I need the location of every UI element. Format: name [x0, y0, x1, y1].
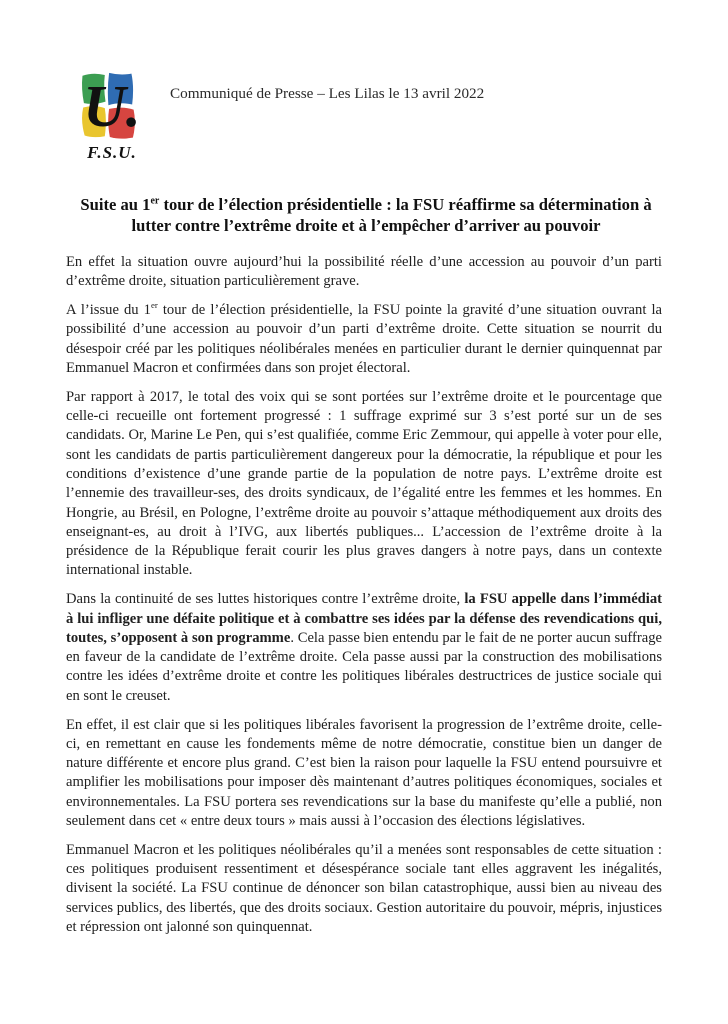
- logo-letter: U.: [83, 73, 141, 140]
- paragraph: Emmanuel Macron et les politiques néolibérales qu’il a menées sont responsables de cette situation : ces politiques produisent ressentiment et désespérance sociale tant elles aggravent les inégalités, divisent la société. La FSU continue de dénoncer son bilan catastrophique, aussi bien au niveau des services publics, des libertés, que des droits sociaux. Gestion autoritaire du pouvoir, mépris, injustices et répression ont jalonné son quinquennat.: [66, 841, 662, 935]
- document-title: Suite au 1er tour de l’élection présidentielle : la FSU réaffirme sa détermination à lutter contre l’extrême droite et à l’empêcher d’arriver au pouvoir: [80, 195, 652, 235]
- paragraph: Dans la continuité de ses luttes historiques contre l’extrême droite, la FSU appelle dans l’immédiat à lui infliger une défaite politique et à combattre ses idées par la défense des revendications qui, toutes, s’opposent à son programme. Cela passe bien entendu par le fait de ne porter aucun suffrage en faveur de la candidate de l’extrême droite. Cela passe aussi par la construction des mobilisations contre les idées d’extrême droite et contre les politiques libérales destructrices de justice sociale qui en sont le creuset.: [66, 591, 662, 704]
- fsu-logo-icon: [76, 70, 148, 142]
- fsu-logo-block: [68, 70, 156, 163]
- logo-caption: F.S.U.: [87, 143, 137, 162]
- paragraph: Par rapport à 2017, le total des voix qui se sont portées sur l’extrême droite et le pourcentage que celle-ci recueille ont fortement progressé : 1 suffrage exprimé sur 3 s’est porté sur un de ses candidats. Or, Marine Le Pen, qui s’est qualifiée, comme Eric Zemmour, qui appelle à voter pour elle, sont les candidats de partis particulièrement dangereux pour la démocratie, la république et pour les conditions d’existence d’une grande partie de la population de notre pays. L’extrême droite est l’ennemie des travailleur-ses, des droits syndicaux, de l’égalité entre les femmes et les hommes. En Hongrie, au Brésil, en Pologne, l’extrême droite au pouvoir s’attaque méthodiquement aux droits des enseignant-es, au droit à l’IVG, aux libertés publiques... L’accession de l’extrême droite à la présidence de la République ferait courir les plus graves dangers à notre pays, dans un contexte international instable.: [66, 388, 662, 579]
- document-header: [68, 70, 662, 163]
- paragraph: A l’issue du 1er tour de l’élection présidentielle, la FSU pointe la gravité d’une situation ouvrant la possibilité d’une accession au pouvoir d’un parti d’extrême droite. Cette situation se nourrit du désespoir créé par les politiques néolibérales menées en particulier durant le dernier quinquennat par Emmanuel Macron et confirmées dans son projet électoral.: [66, 300, 662, 376]
- paragraph: En effet, il est clair que si les politiques libérales favorisent la progression de l’extrême droite, celle-ci, en remettant en cause les fondements même de notre démocratie, constitue bien un danger de nature différente et encore plus grand. C’est bien la raison pour laquelle la FSU entend poursuivre et amplifier les mobilisations pour imposer dès maintenant d’autres politiques économiques, sociales et environnementales. La FSU portera ses revendications sur la base du manifeste qu’elle a publié, non seulement dans cet « entre deux tours » mais aussi à l’occasion des élections législatives.: [66, 716, 662, 830]
- paragraph: En effet la situation ouvre aujourd’hui la possibilité réelle d’une accession au pouvoir d’un parti d’extrême droite, situation particulièrement grave.: [66, 254, 662, 290]
- document-body: [66, 253, 662, 937]
- press-release-dateline: Communiqué de Presse – Les Lilas le 13 avril 2022: [170, 85, 485, 102]
